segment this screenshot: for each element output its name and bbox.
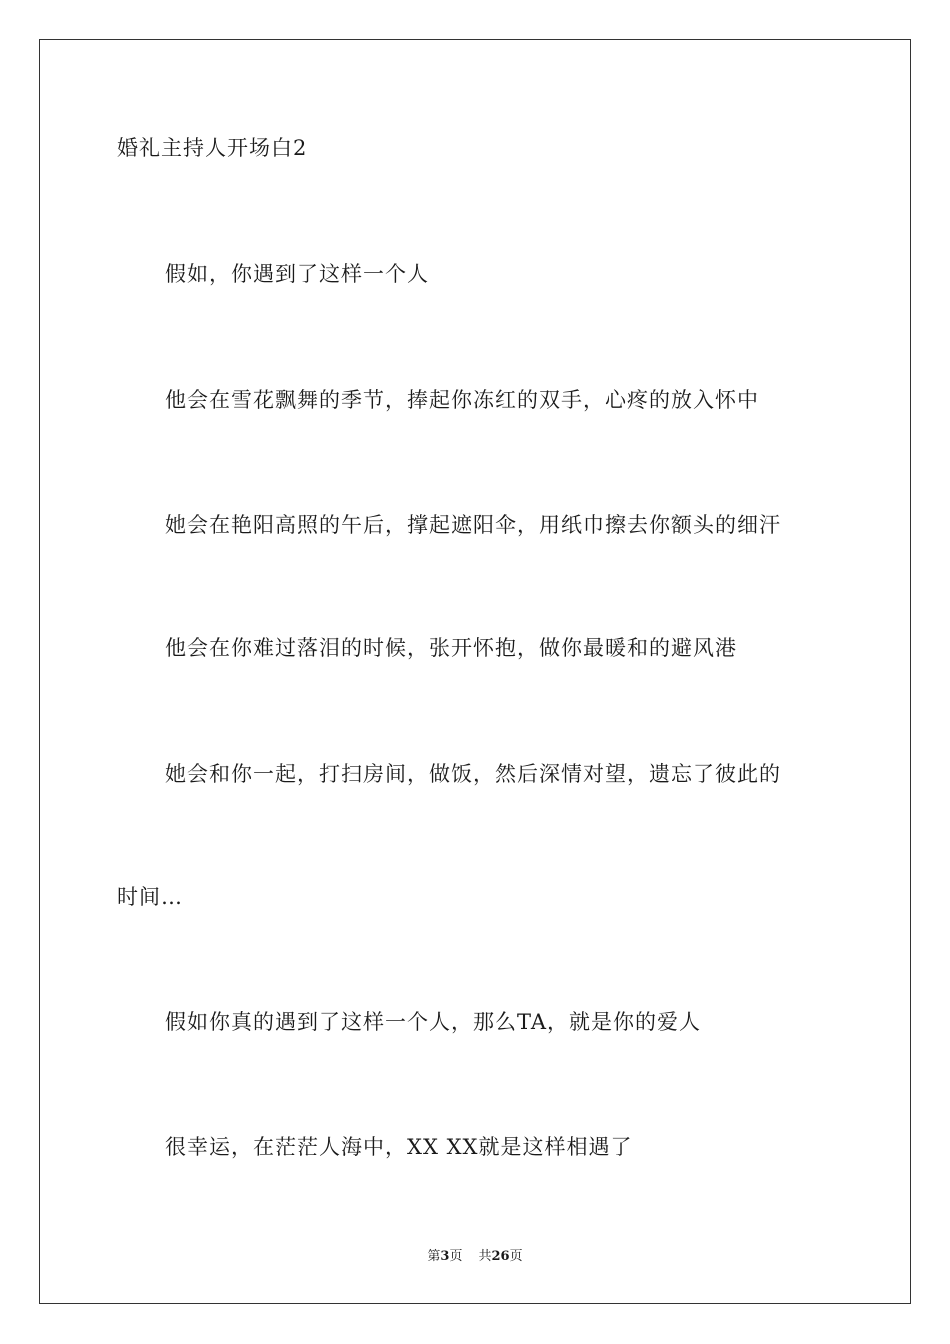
page-footer: [0, 1248, 950, 1266]
paragraph-line: 假如你真的遇到了这样一个人，那么TA，就是你的爱人: [165, 1010, 702, 1034]
paragraph-line: 她会和你一起，打扫房间，做饭，然后深情对望，遗忘了彼此的: [165, 762, 781, 786]
page-prefix: 第: [427, 1249, 441, 1264]
paragraph-line: 时间…: [117, 885, 183, 909]
total-prefix: 共: [478, 1249, 492, 1264]
paragraph-line: 假如，你遇到了这样一个人: [165, 262, 429, 286]
total-suffix: 页: [509, 1249, 523, 1264]
paragraph-line: 他会在你难过落泪的时候，张开怀抱，做你最暖和的避风港: [165, 636, 737, 660]
page-border: [39, 39, 911, 1304]
page-suffix: 页: [449, 1249, 463, 1264]
paragraph-line: 很幸运，在茫茫人海中，XX XX就是这样相遇了: [165, 1135, 633, 1159]
page-total: 26: [491, 1249, 510, 1264]
page-current: 3: [440, 1249, 450, 1264]
paragraph-line: 他会在雪花飘舞的季节，捧起你冻红的双手，心疼的放入怀中: [165, 388, 759, 412]
paragraph-line: 她会在艳阳高照的午后，撑起遮阳伞，用纸巾擦去你额头的细汗: [165, 513, 781, 537]
document-heading: 婚礼主持人开场白2: [117, 136, 308, 160]
